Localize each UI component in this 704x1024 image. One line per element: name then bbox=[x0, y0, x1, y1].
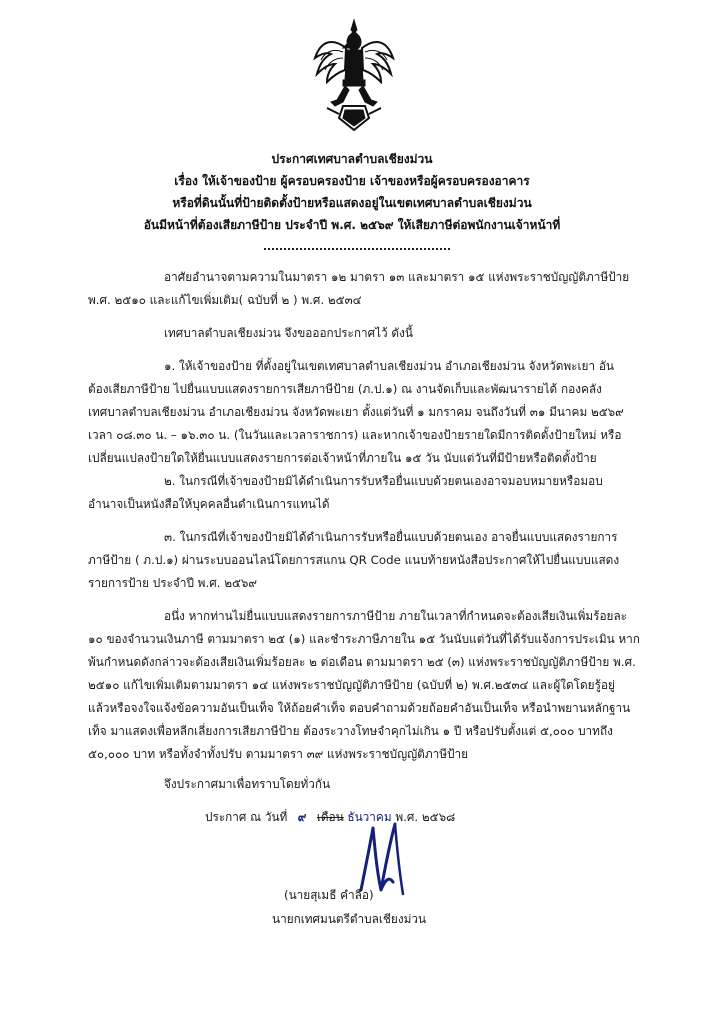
note-line-4: ๒๕๑๐ แก้ไขเพิ่มเติมตามมาตรา ๑๔ แห่งพระราชบัญญัติภาษีป้าย (ฉบับที่ ๒) พ.ศ.๒๕๓๔ และผู้ใดโดยรู้อยู่ bbox=[88, 678, 615, 692]
header-divider bbox=[264, 248, 450, 250]
item3-line-3: รายการป้าย ประจำปี พ.ศ. ๒๕๖๙ bbox=[88, 576, 258, 590]
signer-name: (นายสุเมธี คำลือ) bbox=[284, 888, 374, 902]
item1-line-4: เวลา ๐๘.๓๐ น. – ๑๖.๓๐ น. (ในวันและเวลาราชการ) และหากเจ้าของป้ายรายใดมีการติดตั้งป้ายใหม่ หรือ bbox=[88, 428, 622, 442]
item1-line-2: ต้องเสียภาษีป้าย ไปยื่นแบบแสดงรายการเสียภาษีป้าย (ภ.ป.๑) ณ งานจัดเก็บและพัฒนารายได้ กองคลัง bbox=[88, 382, 602, 396]
year-prefix: พ.ศ. bbox=[395, 810, 419, 824]
closing-line: จึงประกาศมาเพื่อทราบโดยทั่วกัน bbox=[164, 777, 331, 791]
note-line-3: พ้นกำหนดดังกล่าวจะต้องเสียเงินเพิ่มร้อยละ ๒ ต่อเดือน ตามมาตรา ๒๕ (๓) แห่งพระราชบัญญัติภาษีป้าย พ.ศ. bbox=[88, 655, 636, 669]
note-line-2: ๑๐ ของจำนวนเงินภาษี ตามมาตรา ๒๕ (๑) และชำระภาษีภายใน ๑๕ วันนับแต่วันที่ได้รับแจ้งการประเมิน หาก bbox=[88, 632, 640, 646]
note-line-5: แล้วหรือจงใจแจ้งข้อความอันเป็นเท็จ ให้ถ้อยคำเท็จ ตอบคำถามด้วยถ้อยคำอันเป็นเท็จ หรือนำพยานหลักฐาน bbox=[88, 701, 631, 715]
date-prefix: ประกาศ ณ วันที่ bbox=[205, 810, 288, 824]
preamble-line-2: พ.ศ. ๒๕๑๐ และแก้ไขเพิ่มเติม( ฉบับที่ ๒ ) พ.ศ. ๒๕๓๔ bbox=[88, 293, 362, 307]
item1-line-1: ๑. ให้เจ้าของป้าย ที่ตั้งอยู่ในเขตเทศบาลตำบลเชียงม่วน อำเภอเชียงม่วน จังหวัดพะเยา อัน bbox=[164, 359, 614, 373]
announcement-title: ประกาศเทศบาลตำบลเชียงม่วน bbox=[271, 152, 433, 166]
subject-line-2: หรือที่ดินนั้นที่ป้ายติดตั้งป้ายหรือแสดงอยู่ในเขตเทศบาลตำบลเชียงม่วน bbox=[172, 196, 532, 210]
note-line-1: อนึ่ง หากท่านไม่ยื่นแบบแสดงรายการภาษีป้าย ภายในเวลาที่กำหนดจะต้องเสียเงินเพิ่มร้อยละ bbox=[164, 609, 628, 623]
note-line-7: ๕๐,๐๐๐ บาท หรือทั้งจำทั้งปรับ ตามมาตรา ๓๙ แห่งพระราชบัญญัติภาษีป้าย bbox=[88, 747, 469, 761]
item2-line-2: อำนาจเป็นหนังสือให้บุคคลอื่นดำเนินการแทนได้ bbox=[88, 497, 330, 511]
date-day: ๙ bbox=[297, 810, 307, 824]
item1-line-3: เทศบาลตำบลเชียงม่วน อำเภอเชียงม่วน จังหวัดพะเยา ตั้งแต่วันที่ ๑ มกราคม จนถึงวันที่ ๓๑ มีนาคม ๒๕๖๙ bbox=[88, 405, 624, 419]
subject-line-1: เรื่อง ให้เจ้าของป้าย ผู้ครอบครองป้าย เจ้าของหรือผู้ครอบครองอาคาร bbox=[174, 174, 530, 188]
item3-line-1: ๓. ในกรณีที่เจ้าของป้ายมิได้ดำเนินการรับหรือยื่นแบบด้วยตนเอง อาจยื่นแบบแสดงรายการ bbox=[164, 530, 618, 544]
subject-line-3: อันมีหน้าที่ต้องเสียภาษีป้าย ประจำปี พ.ศ. ๒๕๖๙ ให้เสียภาษีต่อพนักงานเจ้าหน้าที่ bbox=[143, 218, 561, 232]
announce-line: เทศบาลตำบลเชียงม่วน จึงขอออกประกาศไว้ ดังนี้ bbox=[164, 326, 413, 340]
garuda-emblem-icon bbox=[313, 18, 395, 136]
signer-position: นายกเทศมนตรีตำบลเชียงม่วน bbox=[272, 912, 427, 926]
note-line-6: เท็จ มาแสดงเพื่อหลีกเลี่ยงการเสียภาษีป้าย ต้องระวางโทษจำคุกไม่เกิน ๑ ปี หรือปรับตั้งแต่ ๕,๐๐๐ บาทถึง bbox=[88, 724, 613, 738]
month-label: เดือน bbox=[316, 810, 344, 824]
item3-line-2: ภาษีป้าย ( ภ.ป.๑) ผ่านระบบออนไลน์โดยการสแกน QR Code แนบท้ายหนังสือประกาศให้ไปยื่นแบบแสดง bbox=[88, 553, 620, 567]
item2-line-1: ๒. ในกรณีที่เจ้าของป้ายมิได้ดำเนินการรับหรือยื่นแบบด้วยตนเองอาจมอบหมายหรือมอบ bbox=[164, 474, 603, 488]
date-month: ธันวาคม bbox=[347, 810, 392, 824]
preamble-line-1: อาศัยอำนาจตามความในมาตรา ๑๒ มาตรา ๑๓ และมาตรา ๑๕ แห่งพระราชบัญญัติภาษีป้าย bbox=[164, 270, 630, 284]
item1-line-5: เปลี่ยนแปลงป้ายใดให้ยื่นแบบแสดงรายการต่อเจ้าหน้าที่ภายใน ๑๕ วัน นับแต่วันที่มีป้ายหรือติดตั้งป้าย bbox=[88, 451, 597, 465]
date-year: ๒๕๖๘ bbox=[421, 810, 456, 824]
